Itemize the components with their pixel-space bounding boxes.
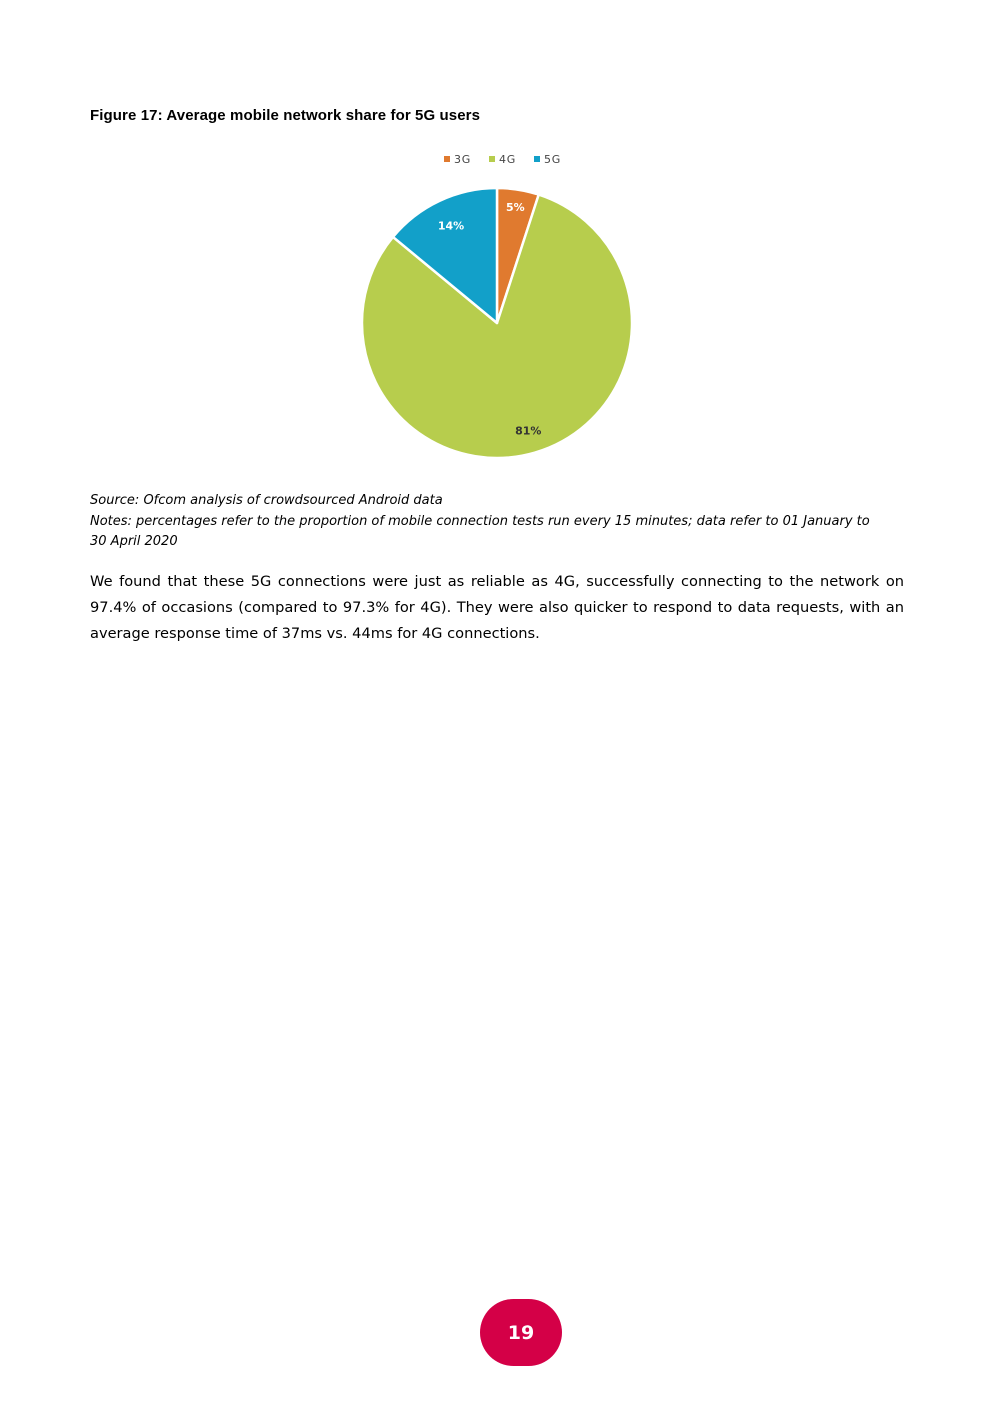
legend-label-3g: 3G (454, 153, 472, 166)
data-label-3g: 5% (506, 200, 525, 214)
figure-notes (90, 491, 890, 553)
pie-chart-svg (340, 145, 660, 470)
page-number-badge (480, 1299, 562, 1366)
source-note: Source: Ofcom analysis of crowdsourced Android data (90, 493, 443, 508)
legend-swatch-3g (444, 156, 450, 162)
legend-swatch-4g (489, 156, 495, 162)
pie-slices (362, 188, 632, 458)
data-label-4g: 81% (515, 424, 542, 438)
legend-label-5g: 5G (544, 153, 562, 166)
body-paragraph: We found that these 5G connections were just as reliable as 4G, successfully connecting to the network on 97.4% of occasions (compared to 97.3% for 4G). They were also quicker to respond to data requests, with an average response time of 37ms vs. 44ms for 4G connections. (90, 573, 904, 642)
legend-swatch-5g (534, 156, 540, 162)
legend-label-4g: 4G (499, 153, 517, 166)
chart-legend (444, 153, 561, 166)
page-number: 19 (507, 1321, 535, 1344)
notes-text: Notes: percentages refer to the proportion of mobile connection tests run every 15 minutes; data refer to 01 January to 30 April 2020 (90, 513, 870, 549)
figure-title: Figure 17: Average mobile network share for 5G users (90, 107, 481, 124)
pie-chart (340, 145, 660, 470)
data-label-5g: 14% (437, 219, 465, 233)
